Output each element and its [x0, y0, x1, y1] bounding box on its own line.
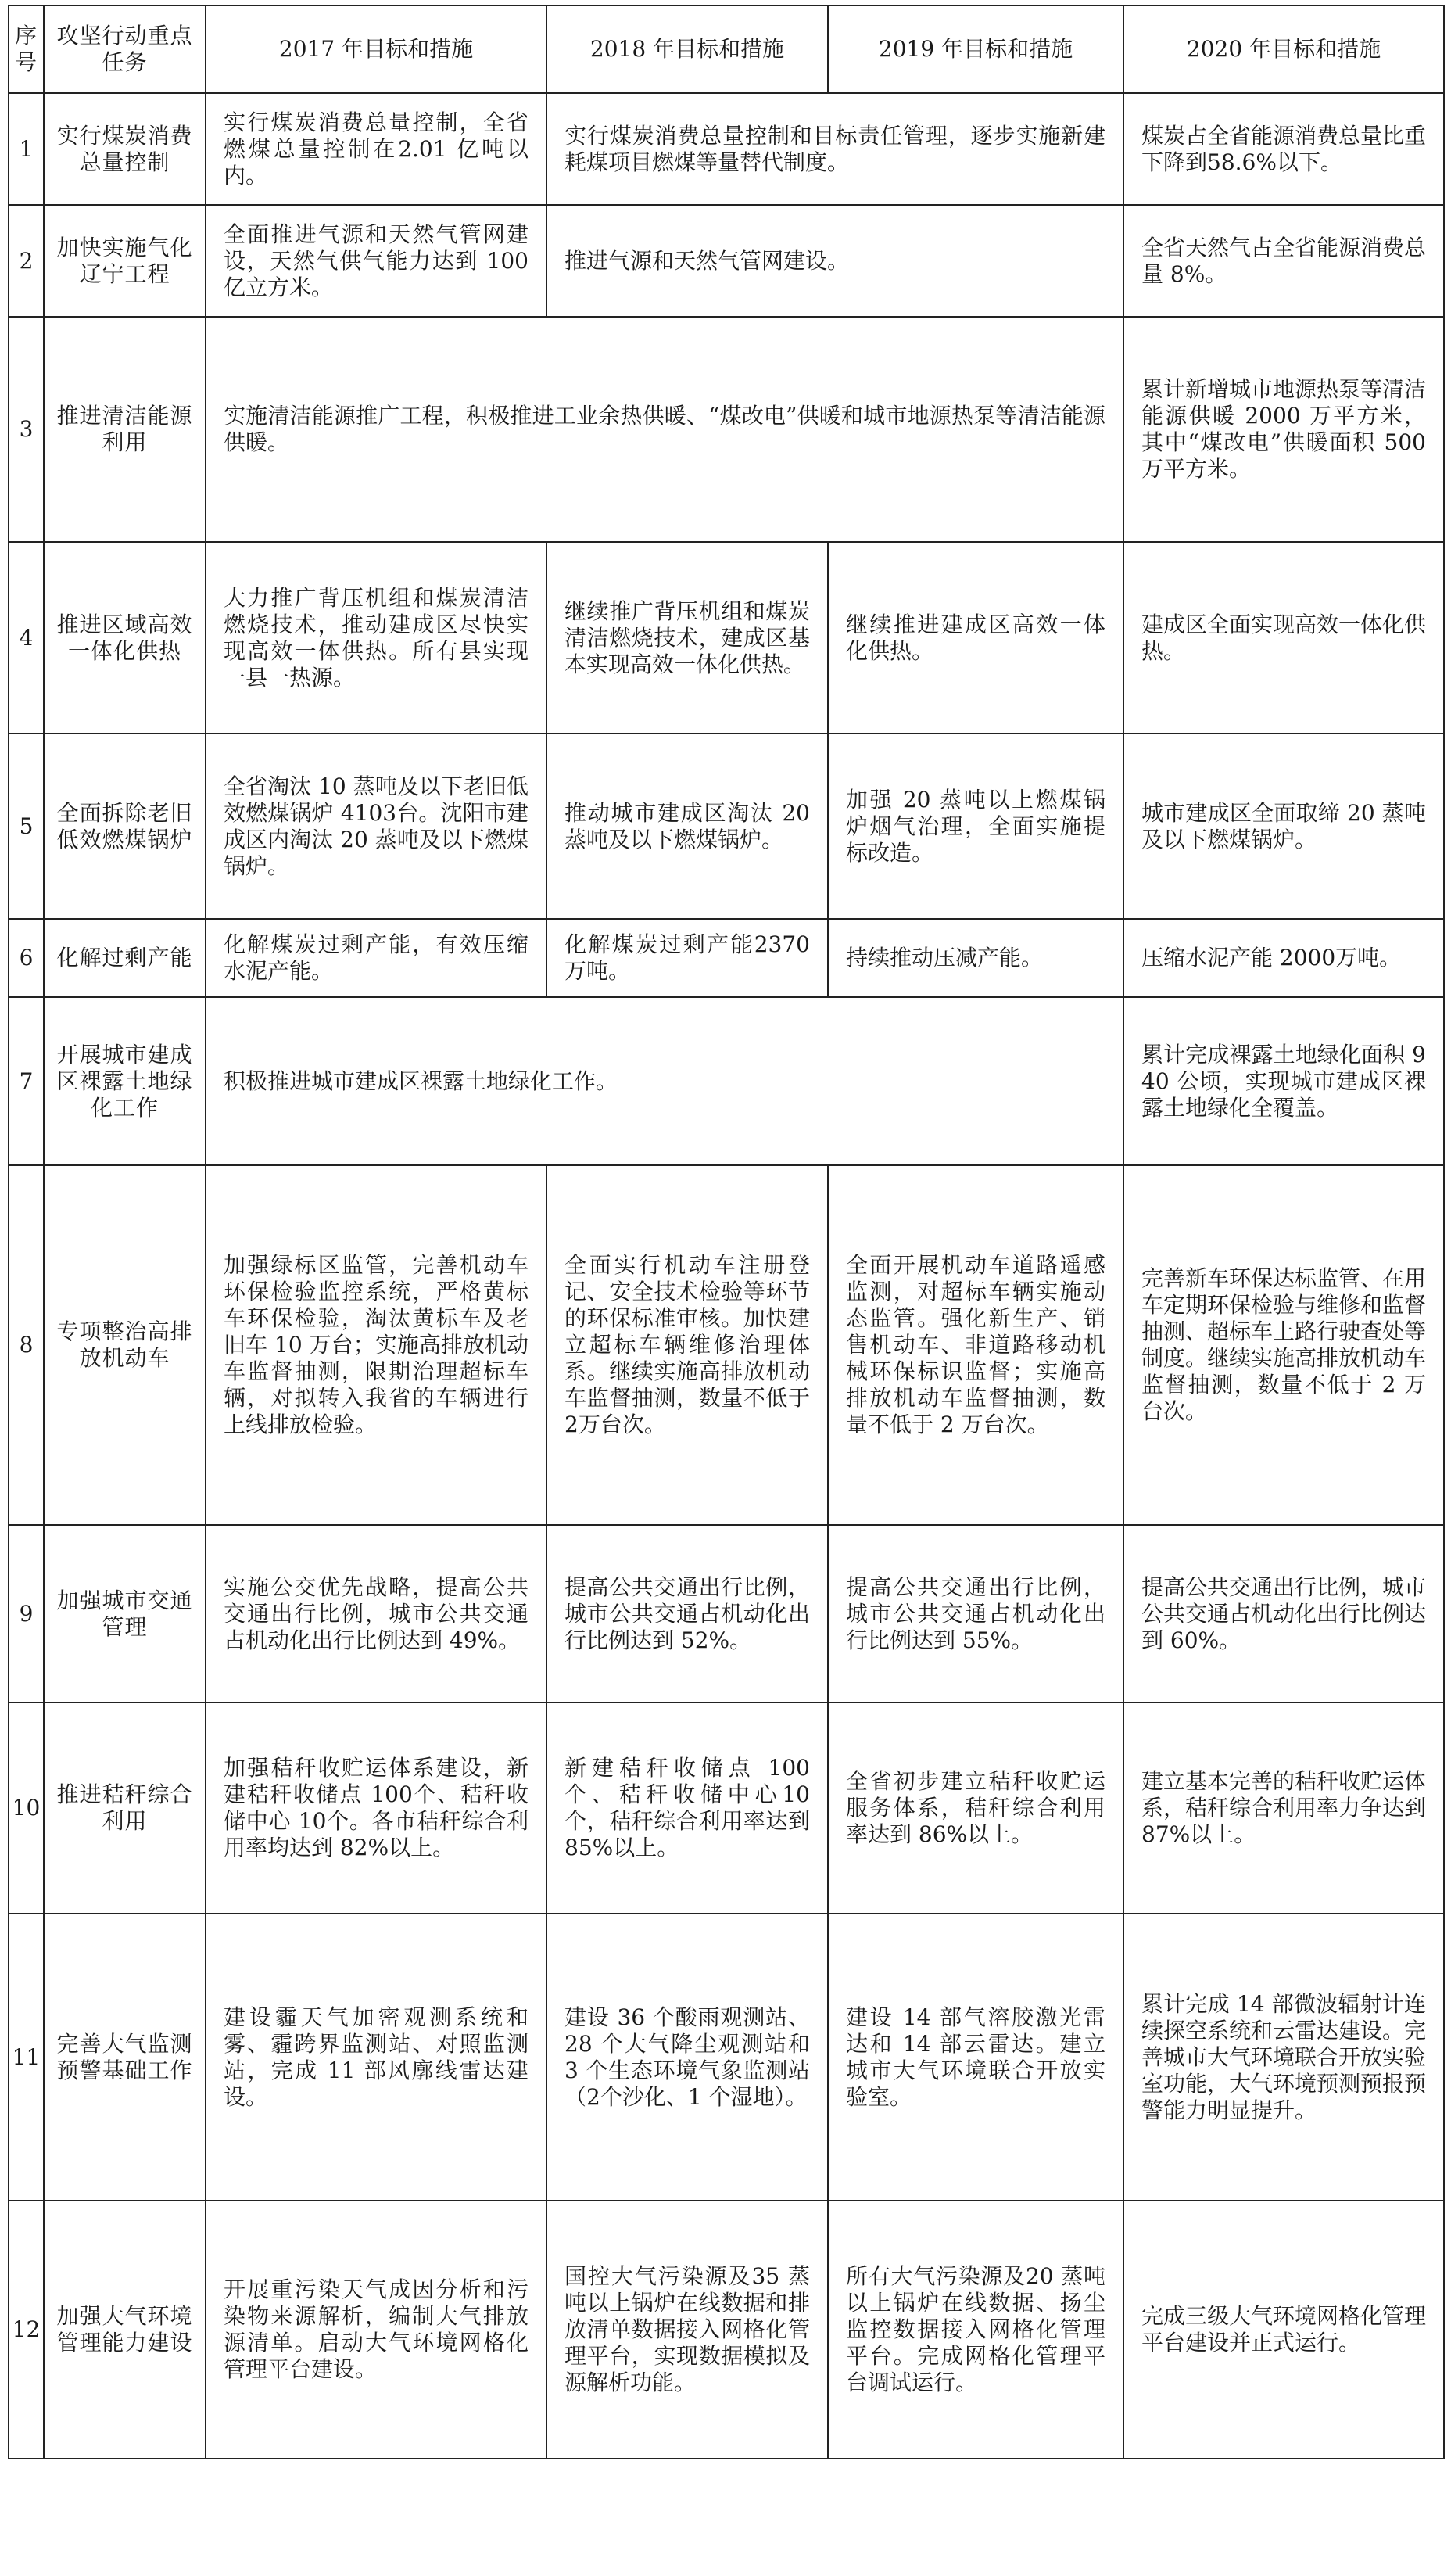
row-number: 2	[9, 205, 44, 317]
cell-2018: 提高公共交通出行比例，城市公共交通占机动化出行比例达到 52%。	[546, 1525, 828, 1702]
cell-2017-2019: 积极推进城市建成区裸露土地绿化工作。	[206, 997, 1123, 1165]
cell-2019: 加强 20 蒸吨以上燃煤锅炉烟气治理，全面实施提标改造。	[828, 734, 1123, 919]
cell-2018: 化解煤炭过剩产能2370 万吨。	[546, 919, 828, 997]
cell-2017: 建设霾天气加密观测系统和雾、霾跨界监测站、对照监测站，完成 11 部风廓线雷达建设。	[206, 1914, 546, 2201]
task-name: 专项整治高排放机动车	[44, 1165, 206, 1525]
cell-2019: 全面开展机动车道路遥感监测，对超标车辆实施动态监管。强化新生产、销售机动车、非道路移动机械环保标识监督；实施高排放机动车监督抽测，数量不低于 2 万台次。	[828, 1165, 1123, 1525]
cell-2017: 开展重污染天气成因分析和污染物来源解析，编制大气排放源清单。启动大气环境网格化管理平台建设。	[206, 2201, 546, 2459]
table-row	[9, 93, 1444, 205]
cell-2020: 累计新增城市地源热泵等清洁能源供暖 2000 万平方米，其中“煤改电”供暖面积 500 万平方米。	[1123, 317, 1444, 542]
cell-2017: 实行煤炭消费总量控制，全省燃煤总量控制在2.01 亿吨以内。	[206, 93, 546, 205]
cell-2020: 压缩水泥产能 2000万吨。	[1123, 919, 1444, 997]
table-row	[9, 1702, 1444, 1914]
header-no: 序号	[9, 5, 44, 93]
row-number: 7	[9, 997, 44, 1165]
table-row	[9, 205, 1444, 317]
cell-2020: 建成区全面实现高效一体化供热。	[1123, 542, 1444, 734]
header-task: 攻坚行动重点任务	[44, 5, 206, 93]
cell-2018: 新建秸秆收储点 100个、秸秆收储中心10 个，秸秆综合利用率达到 85%以上。	[546, 1702, 828, 1914]
cell-2017: 加强绿标区监管，完善机动车环保检验监控系统，严格黄标车环保检验，淘汰黄标车及老旧车 10 万台；实施高排放机动车监督抽测，限期治理超标车辆，对拟转入我省的车辆进行上线排放检验。	[206, 1165, 546, 1525]
cell-2018-2019: 推进气源和天然气管网建设。	[546, 205, 1123, 317]
table-row	[9, 997, 1444, 1165]
header-2019: 2019 年目标和措施	[828, 5, 1123, 93]
cell-2020: 煤炭占全省能源消费总量比重下降到58.6%以下。	[1123, 93, 1444, 205]
header-2017: 2017 年目标和措施	[206, 5, 546, 93]
cell-2017: 化解煤炭过剩产能，有效压缩水泥产能。	[206, 919, 546, 997]
table-row	[9, 317, 1444, 542]
cell-2018: 继续推广背压机组和煤炭清洁燃烧技术，建成区基本实现高效一体化供热。	[546, 542, 828, 734]
header-row	[9, 5, 1444, 93]
task-name: 化解过剩产能	[44, 919, 206, 997]
cell-2018: 推动城市建成区淘汰 20 蒸吨及以下燃煤锅炉。	[546, 734, 828, 919]
cell-2019: 建设 14 部气溶胶激光雷达和 14 部云雷达。建立城市大气环境联合开放实验室。	[828, 1914, 1123, 2201]
task-name: 开展城市建成区裸露土地绿化工作	[44, 997, 206, 1165]
row-number: 6	[9, 919, 44, 997]
cell-2017-2019: 实施清洁能源推广工程，积极推进工业余热供暖、“煤改电”供暖和城市地源热泵等清洁能源供暖。	[206, 317, 1123, 542]
task-name: 加强大气环境管理能力建设	[44, 2201, 206, 2459]
cell-2020: 全省天然气占全省能源消费总量 8%。	[1123, 205, 1444, 317]
cell-2017: 大力推广背压机组和煤炭清洁燃烧技术，推动建成区尽快实现高效一体供热。所有县实现一县一热源。	[206, 542, 546, 734]
table-row	[9, 2201, 1444, 2459]
cell-2019: 持续推动压减产能。	[828, 919, 1123, 997]
row-number: 11	[9, 1914, 44, 2201]
task-name: 推进秸秆综合利用	[44, 1702, 206, 1914]
document-page	[8, 5, 1443, 2459]
cell-2018: 全面实行机动车注册登记、安全技术检验等环节的环保标准审核。加快建立超标车辆维修治理体系。继续实施高排放机动车监督抽测，数量不低于 2万台次。	[546, 1165, 828, 1525]
row-number: 4	[9, 542, 44, 734]
header-2020: 2020 年目标和措施	[1123, 5, 1444, 93]
cell-2020: 城市建成区全面取缔 20 蒸吨及以下燃煤锅炉。	[1123, 734, 1444, 919]
cell-2019: 提高公共交通出行比例，城市公共交通占机动化出行比例达到 55%。	[828, 1525, 1123, 1702]
cell-2020: 建立基本完善的秸秆收贮运体系，秸秆综合利用率力争达到 87%以上。	[1123, 1702, 1444, 1914]
task-name: 推进清洁能源利用	[44, 317, 206, 542]
cell-2018-2019: 实行煤炭消费总量控制和目标责任管理，逐步实施新建耗煤项目燃煤等量替代制度。	[546, 93, 1123, 205]
row-number: 10	[9, 1702, 44, 1914]
cell-2019: 继续推进建成区高效一体化供热。	[828, 542, 1123, 734]
task-name: 全面拆除老旧低效燃煤锅炉	[44, 734, 206, 919]
row-number: 3	[9, 317, 44, 542]
cell-2019: 所有大气污染源及20 蒸吨以上锅炉在线数据、扬尘监控数据接入网格化管理平台。完成网格化管理平台调试运行。	[828, 2201, 1123, 2459]
cell-2020: 完成三级大气环境网格化管理平台建设并正式运行。	[1123, 2201, 1444, 2459]
table-row	[9, 1914, 1444, 2201]
table-row	[9, 734, 1444, 919]
header-2018: 2018 年目标和措施	[546, 5, 828, 93]
cell-2020: 完善新车环保达标监管、在用车定期环保检验与维修和监督抽测、超标车上路行驶查处等制度。继续实施高排放机动车监督抽测，数量不低于 2 万台次。	[1123, 1165, 1444, 1525]
cell-2020: 提高公共交通出行比例，城市公共交通占机动化出行比例达到 60%。	[1123, 1525, 1444, 1702]
table-row	[9, 1165, 1444, 1525]
task-name: 加快实施气化辽宁工程	[44, 205, 206, 317]
task-name: 实行煤炭消费总量控制	[44, 93, 206, 205]
task-name: 完善大气监测预警基础工作	[44, 1914, 206, 2201]
row-number: 12	[9, 2201, 44, 2459]
action-plan-table	[8, 5, 1445, 2459]
task-name: 推进区域高效一体化供热	[44, 542, 206, 734]
row-number: 8	[9, 1165, 44, 1525]
task-name: 加强城市交通管理	[44, 1525, 206, 1702]
row-number: 9	[9, 1525, 44, 1702]
cell-2018: 国控大气污染源及35 蒸吨以上锅炉在线数据和排放清单数据接入网格化管理平台，实现数据模拟及源解析功能。	[546, 2201, 828, 2459]
table-row	[9, 542, 1444, 734]
cell-2017: 加强秸秆收贮运体系建设，新建秸秆收储点 100个、秸秆收储中心 10个。各市秸秆综合利用率均达到 82%以上。	[206, 1702, 546, 1914]
cell-2019: 全省初步建立秸秆收贮运服务体系，秸秆综合利用率达到 86%以上。	[828, 1702, 1123, 1914]
cell-2018: 建设 36 个酸雨观测站、28 个大气降尘观测站和 3 个生态环境气象监测站（2个沙化、1 个湿地）。	[546, 1914, 828, 2201]
row-number: 1	[9, 93, 44, 205]
table-row	[9, 919, 1444, 997]
cell-2017: 全省淘汰 10 蒸吨及以下老旧低效燃煤锅炉 4103台。沈阳市建成区内淘汰 20 蒸吨及以下燃煤锅炉。	[206, 734, 546, 919]
row-number: 5	[9, 734, 44, 919]
cell-2017: 实施公交优先战略，提高公共交通出行比例，城市公共交通占机动化出行比例达到 49%。	[206, 1525, 546, 1702]
table-row	[9, 1525, 1444, 1702]
cell-2020: 累计完成裸露土地绿化面积 940 公顷，实现城市建成区裸露土地绿化全覆盖。	[1123, 997, 1444, 1165]
cell-2020: 累计完成 14 部微波辐射计连续探空系统和云雷达建设。完善城市大气环境联合开放实验室功能，大气环境预测预报预警能力明显提升。	[1123, 1914, 1444, 2201]
cell-2017: 全面推进气源和天然气管网建设，天然气供气能力达到 100 亿立方米。	[206, 205, 546, 317]
